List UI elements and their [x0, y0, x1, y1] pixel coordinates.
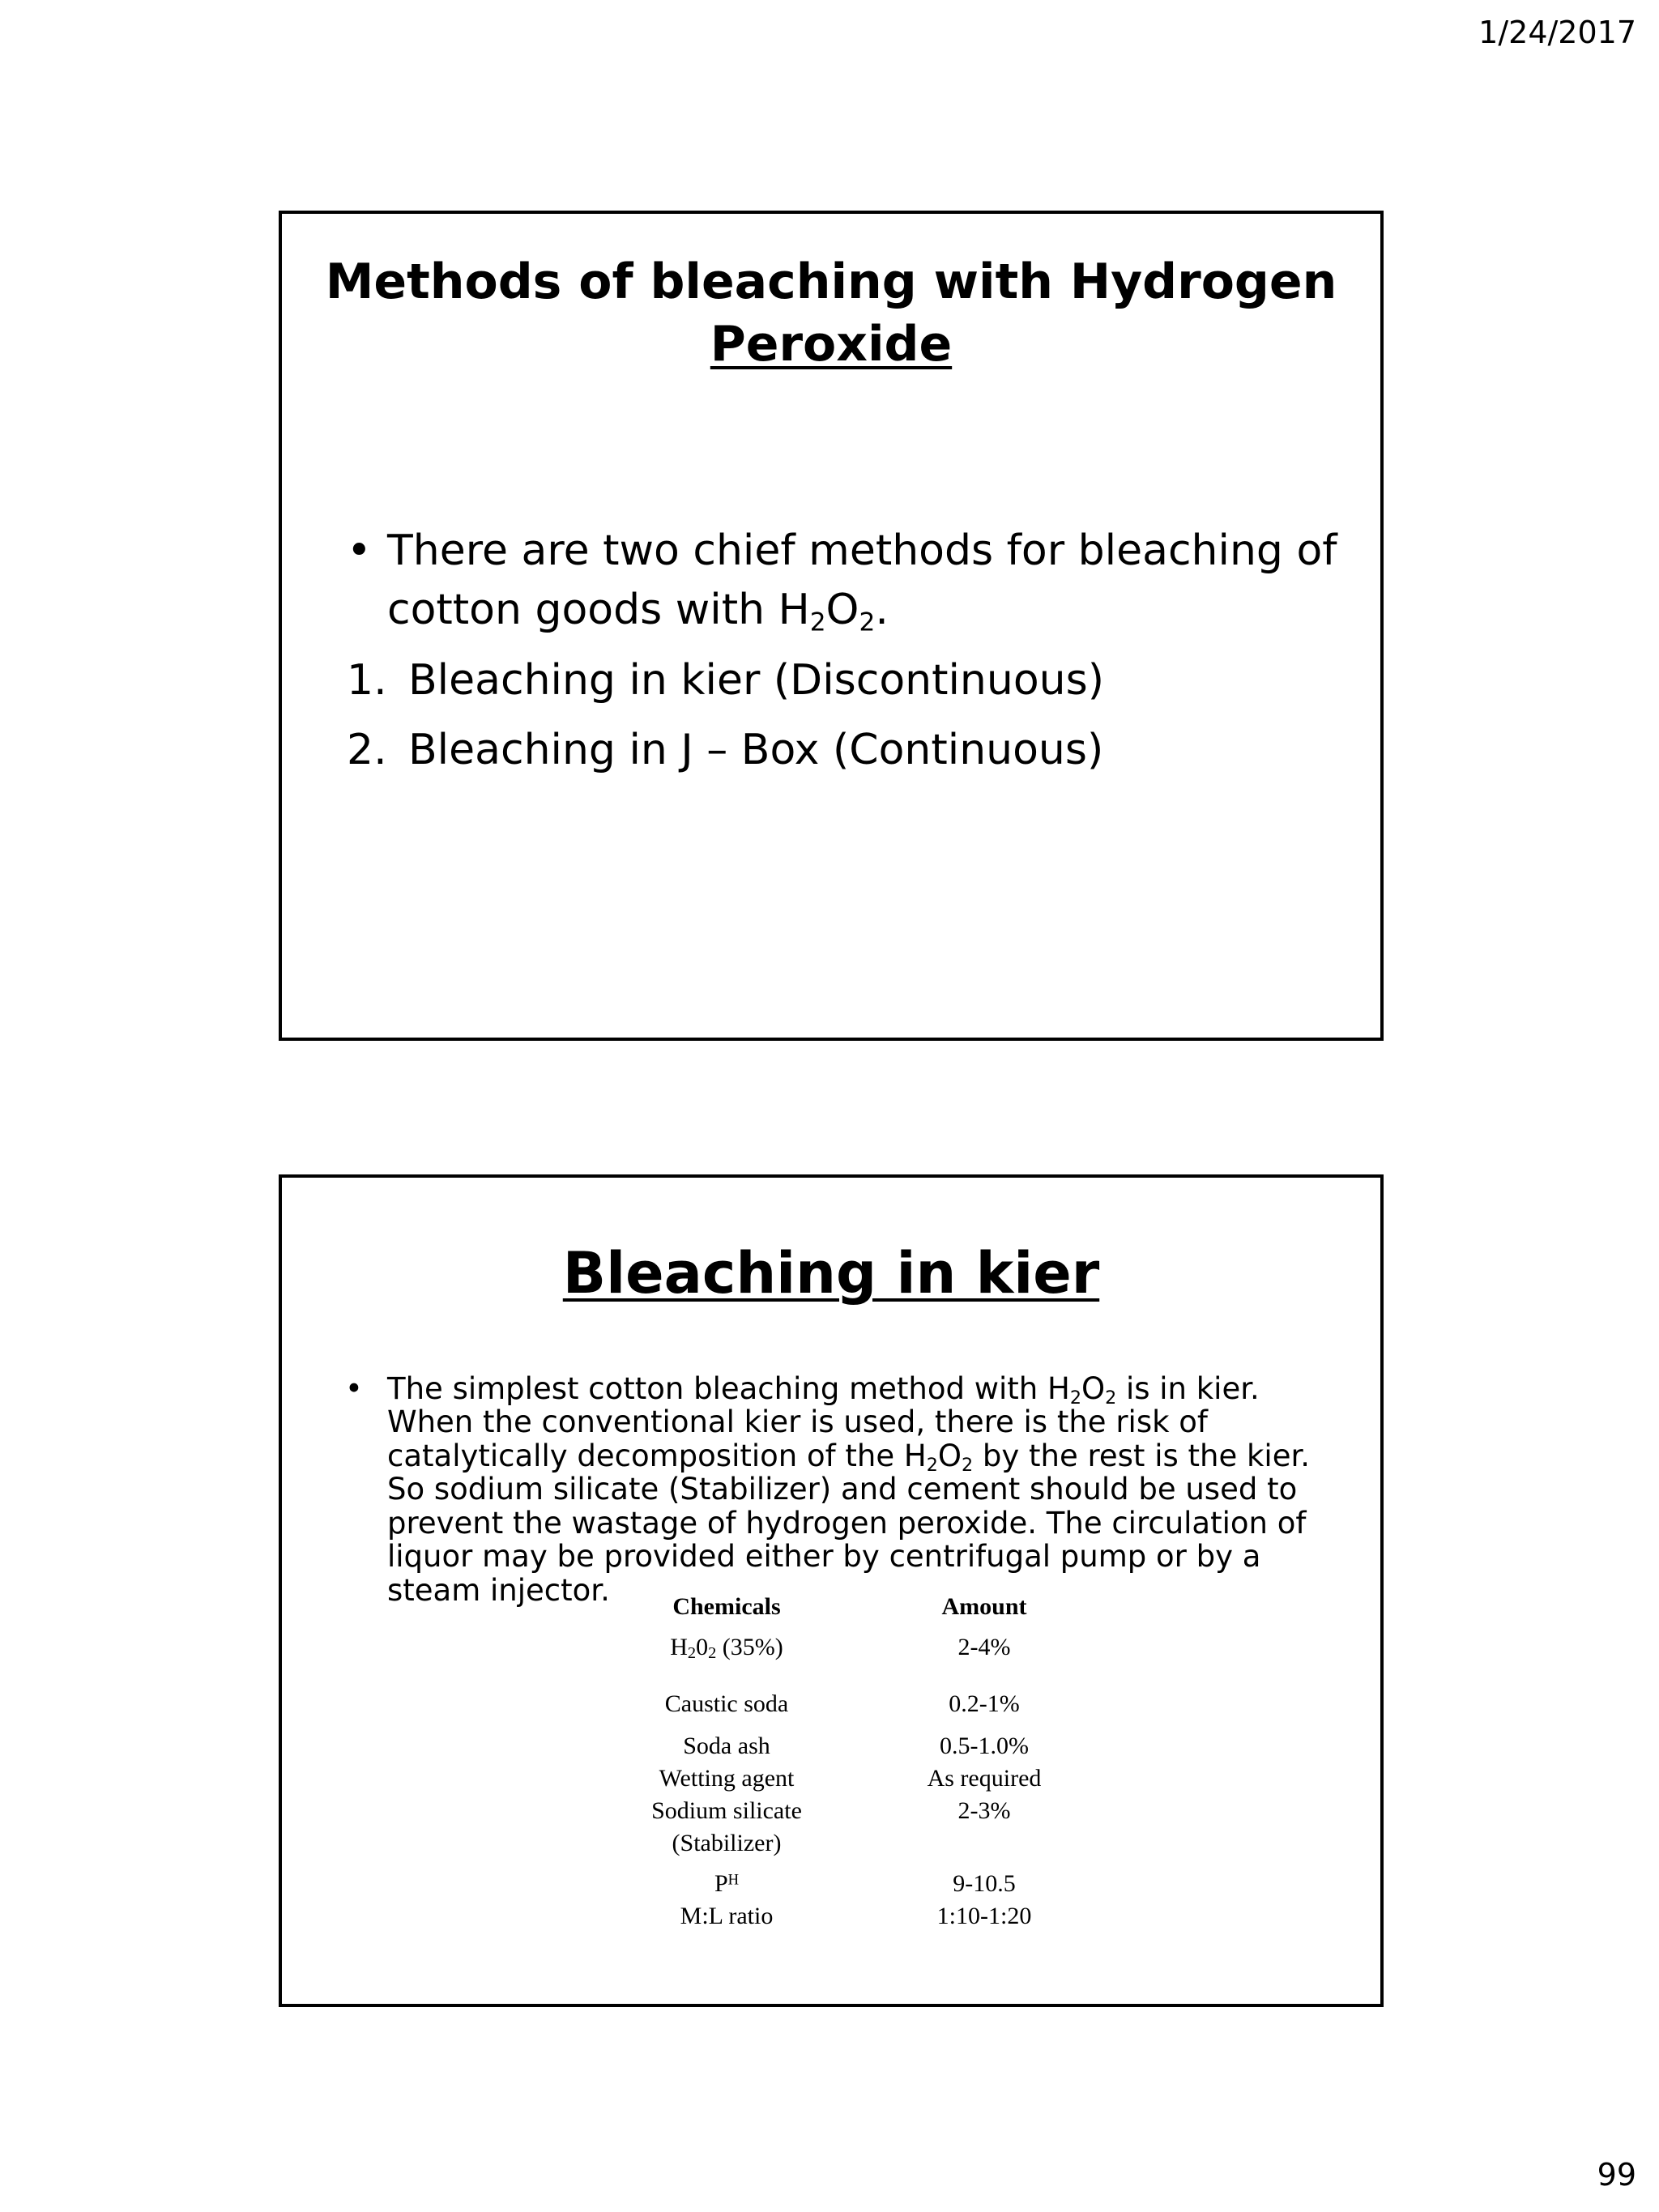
- amount-cell: 9-10.5: [953, 1870, 1016, 1897]
- chemical-cell: Sodium silicate: [651, 1797, 802, 1824]
- list-item-2: Bleaching in J – Box (Continuous): [408, 726, 1104, 774]
- description-paragraph: [387, 1372, 1327, 1607]
- para-part-2: is in kier. When the conventional kier is used, there is the risk of catalytically decomposition of the H: [387, 1371, 1260, 1473]
- chemical-cell: (Stabilizer): [672, 1830, 782, 1856]
- zero-letter: 0: [696, 1634, 709, 1660]
- h-letter: H: [670, 1634, 688, 1660]
- para-part-3: by the rest is the kier. So sodium silicate (Stabilizer) and cement should be used to prevent the wastage of hydrogen peroxide. The circulation of liquor may be provided either by centrifugal pump or by a steam injector.: [387, 1438, 1311, 1608]
- table-row: [282, 1827, 1380, 1860]
- table-row: [282, 1730, 1380, 1762]
- chemical-cell: M:L ratio: [680, 1903, 774, 1929]
- subscript: 2: [926, 1455, 938, 1477]
- bullet-text-prefix: cotton goods with H: [387, 586, 810, 634]
- chemicals-table: [282, 1591, 1380, 1933]
- list-number-2: 2.: [347, 726, 387, 774]
- list-number-1: 1.: [347, 656, 387, 705]
- date: 1/24/2017: [1478, 15, 1636, 50]
- amount-cell: 2-4%: [957, 1634, 1011, 1660]
- chemical-cell: Soda ash: [683, 1733, 770, 1759]
- slide-methods: [279, 211, 1384, 1041]
- list-item-1: Bleaching in kier (Discontinuous): [408, 656, 1104, 705]
- page-number: 99: [1597, 2157, 1636, 2193]
- p-letter: P: [714, 1870, 728, 1897]
- table-row: [282, 1688, 1380, 1720]
- slide-title: [282, 251, 1380, 376]
- table-row: [282, 1868, 1380, 1900]
- concentration: (35%): [716, 1634, 783, 1660]
- o-letter: O: [825, 586, 859, 634]
- chemical-cell: Wetting agent: [659, 1765, 795, 1792]
- subscript: 2: [708, 1644, 717, 1663]
- amount-cell: 1:10-1:20: [936, 1903, 1032, 1929]
- chemical-cell: Caustic soda: [664, 1690, 789, 1717]
- table-header-row: [282, 1591, 1380, 1623]
- superscript: H: [727, 1871, 740, 1889]
- o-letter: O: [1081, 1371, 1106, 1406]
- column-header-amount: Amount: [941, 1593, 1027, 1620]
- slide-title: [282, 1238, 1380, 1311]
- subscript: 2: [1069, 1387, 1081, 1409]
- bullet-text-line-2: [387, 581, 889, 640]
- table-row: [282, 1762, 1380, 1795]
- table-row: [282, 1900, 1380, 1933]
- bullet-marker: •: [347, 526, 372, 575]
- slide-bleaching-in-kier: [279, 1174, 1384, 2007]
- amount-cell: 0.2-1%: [949, 1690, 1020, 1717]
- amount-cell: As required: [927, 1765, 1042, 1792]
- title-underlined: Peroxide: [710, 315, 953, 373]
- title-line-2: [282, 313, 1380, 376]
- chemical-cell: [581, 1868, 872, 1900]
- table-row: [282, 1795, 1380, 1827]
- subscript: 2: [859, 607, 876, 637]
- subscript: 2: [809, 607, 826, 637]
- subscript: 2: [961, 1455, 974, 1477]
- period: .: [875, 586, 889, 634]
- title-underlined: Bleaching in kier: [562, 1240, 1100, 1306]
- table-row: [282, 1631, 1380, 1664]
- amount-cell: 2-3%: [957, 1797, 1011, 1824]
- subscript: 2: [1105, 1387, 1117, 1409]
- chemical-cell: [581, 1631, 872, 1664]
- o-letter: O: [937, 1438, 962, 1473]
- amount-cell: 0.5-1.0%: [940, 1733, 1029, 1759]
- para-part-1: The simplest cotton bleaching method with H: [387, 1371, 1070, 1406]
- subscript: 2: [687, 1644, 697, 1663]
- column-header-chemicals: Chemicals: [672, 1593, 781, 1620]
- bullet-text-line-1: There are two chief methods for bleaching of: [387, 526, 1337, 575]
- title-line-1: Methods of bleaching with Hydrogen: [325, 254, 1337, 310]
- bullet-marker: •: [345, 1371, 363, 1406]
